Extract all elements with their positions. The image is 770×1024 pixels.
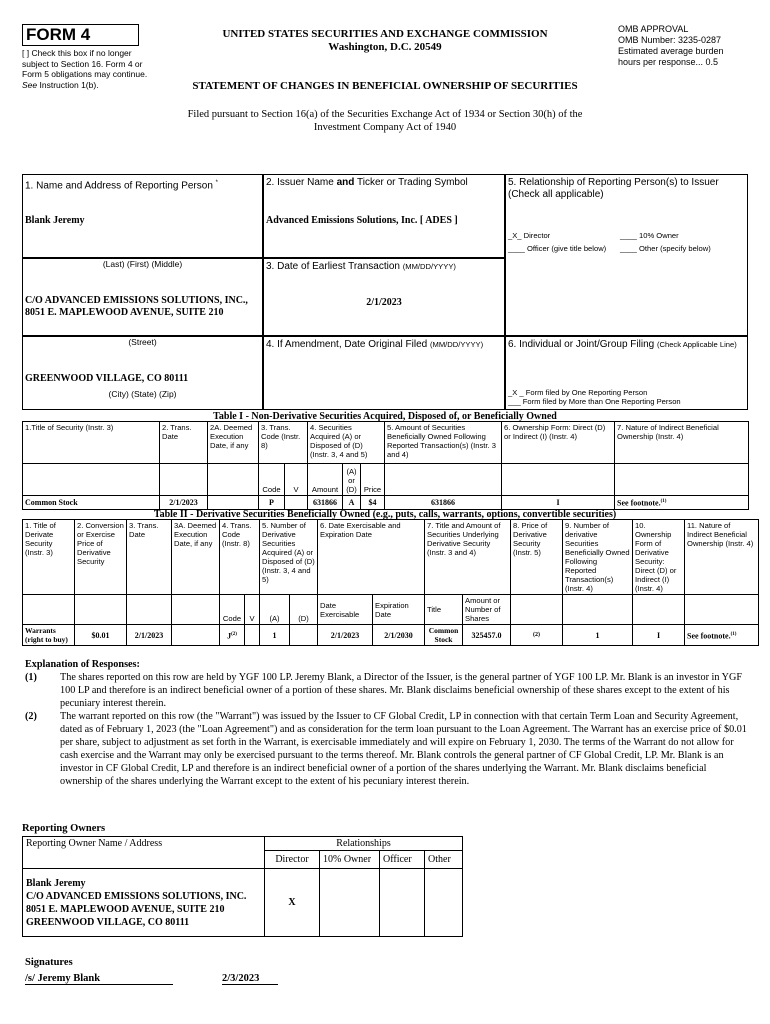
one-person-option[interactable]: _X _ Form filed by One Reporting Person bbox=[508, 388, 648, 397]
section3-label: 3. Date of Earliest Transaction bbox=[266, 261, 400, 272]
t1-title: Common Stock bbox=[23, 496, 160, 510]
relationship-box bbox=[505, 174, 748, 336]
t1-nature bbox=[615, 496, 749, 510]
t2-u-amount: 325457.0 bbox=[463, 625, 511, 646]
explanation-title: Explanation of Responses: bbox=[25, 659, 140, 670]
t2-header-date: 3. Trans. Date bbox=[127, 520, 172, 595]
omb-line: hours per response... 0.5 bbox=[618, 57, 719, 67]
explanation-item bbox=[25, 710, 747, 788]
t2-header-conversion: 2. Conversion or Exercise Price of Derivative Security bbox=[75, 520, 127, 595]
table2-title: Table II - Derivative Securities Beneficially Owned (e.g., puts, calls, warrants, options, convertible securities) bbox=[153, 509, 617, 520]
col-owner-name: Reporting Owner Name / Address bbox=[23, 837, 265, 851]
footnote-marker: * bbox=[215, 180, 219, 186]
col-other: Other bbox=[425, 851, 463, 869]
signatures-title: Signatures bbox=[25, 957, 73, 968]
owner-line: 8051 E. MAPLEWOOD AVENUE, SUITE 210 bbox=[26, 903, 225, 915]
director-mark: X bbox=[265, 869, 320, 937]
name-caption: (Last) (First) (Middle) bbox=[102, 259, 183, 269]
section2-and: and bbox=[336, 177, 355, 188]
section4-format: (MM/DD/YYYY) bbox=[429, 340, 484, 349]
explanation-text: The shares reported on this row are held by YGF 100 LP. Jeremy Blank, a Director of the Issuer, is the general partner of YGF 100 LP. Mr. Blank is an investor in YGF 100 LP and therefore is an indirect beneficial owner of a portion of these shares. Mr. Blank disclaims beneficial ownership of these shares except to the extent of his pecuniary interest therein. bbox=[60, 672, 743, 709]
section2-label-b: Ticker or Trading Symbol bbox=[356, 177, 468, 188]
reporting-person-address: C/O ADVANCED EMISSIONS SOLUTIONS, INC., 8051 E. MAPLEWOOD AVENUE, SUITE 210 bbox=[25, 295, 248, 318]
table1 bbox=[22, 421, 749, 510]
t1-aord: A bbox=[343, 496, 361, 510]
omb-line: OMB APPROVAL bbox=[618, 24, 689, 34]
section1-label: 1. Name and Address of Reporting Person bbox=[25, 180, 213, 192]
explanation-num: (2) bbox=[25, 711, 37, 722]
signature-name: /s/ Jeremy Blank bbox=[25, 973, 173, 985]
t2-v bbox=[245, 625, 260, 646]
table-row bbox=[23, 496, 749, 510]
reporting-person-name: Blank Jeremy bbox=[25, 215, 85, 226]
t2-header-number: 5. Number of Derivative Securities Acquired (A) or Disposed of (D) (Instr. 3, 4 and 5) bbox=[260, 520, 318, 595]
statement-title: STATEMENT OF CHANGES IN BENEFICIAL OWNERSHIP OF SECURITIES bbox=[192, 80, 578, 92]
omb-line: OMB Number: 3235-0287 bbox=[618, 35, 722, 45]
t2-owned: 1 bbox=[563, 625, 633, 646]
t2-title: Warrants (right to buy) bbox=[23, 625, 75, 646]
t1-header-nature: 7. Nature of Indirect Beneficial Ownership (Instr. 4) bbox=[615, 422, 749, 464]
filed-line: Investment Company Act of 1940 bbox=[313, 122, 457, 133]
omb-line: Estimated average burden bbox=[618, 46, 724, 56]
form-title: FORM 4 bbox=[22, 24, 139, 46]
ten-percent-checkbox[interactable]: ____ 10% Owner bbox=[620, 231, 679, 240]
t2-sub-amount: Amount or Number of Shares bbox=[463, 595, 511, 625]
signature-date: 2/3/2023 bbox=[222, 973, 278, 985]
t1-sub-code: Code bbox=[259, 464, 285, 496]
footnote-marker: (1) bbox=[730, 631, 737, 637]
t2-code-text: J bbox=[227, 631, 232, 641]
owner-line: C/O ADVANCED EMISSIONS SOLUTIONS, INC. bbox=[26, 890, 247, 902]
city-caption: (City) (State) (Zip) bbox=[108, 389, 177, 399]
reporting-owners-title: Reporting Owners bbox=[22, 823, 106, 834]
filed-line: Filed pursuant to Section 16(a) of the Securities Exchange Act of 1934 or Section 30(h) of the bbox=[187, 109, 583, 120]
t2-deemed bbox=[172, 625, 220, 646]
t2-deriv-price: (2) bbox=[511, 625, 563, 646]
t2-date: 2/1/2023 bbox=[127, 625, 172, 646]
t1-form: I bbox=[502, 496, 615, 510]
t1-owned: 631866 bbox=[385, 496, 502, 510]
agency-address: Washington, D.C. 20549 bbox=[328, 41, 442, 53]
explanation-text: The warrant reported on this row (the "Warrant") was issued by the Issuer to CF Global Credit, LP in connection with that certain Term Loan and Security Agreement, dated as of February 1, 2023 (the "Loan Agreement") and as consideration for the term loan pursuant to the Loan Agreement. The Warrant has an exercise price of $0.01 per share, subject to adjustment as set forth in the Warrant, is exercisable immediately and will expire on February 1, 2030. The terms of the Warrant do not allow for cash exercise and the Warrant may only be exercised pursuant to the terms thereof. Mr. Blank controls the general partner of CF Global Credit, LP. Mr. Blank is an investor in CF Global Credit, LP and therefore is an indirect beneficial owner of a portion of the shares underlying the Warrant. Mr. Blank disclaims beneficial ownership of the shares underlying the Warrant except to the extent of his pecuniary interest therein. bbox=[60, 711, 747, 787]
table2 bbox=[22, 519, 759, 646]
t2-sub-d: (D) bbox=[290, 595, 318, 625]
t2-sub-code: Code bbox=[220, 595, 245, 625]
amendment-box bbox=[263, 336, 505, 410]
t2-header-price: 8. Price of Derivative Security (Instr. 5) bbox=[511, 520, 563, 595]
t1-price: $4 bbox=[361, 496, 385, 510]
owner-line: GREENWOOD VILLAGE, CO 80111 bbox=[26, 916, 190, 928]
owner-address bbox=[23, 869, 265, 937]
earliest-transaction-box bbox=[263, 258, 505, 336]
t1-deemed bbox=[208, 496, 259, 510]
explanation-num: (1) bbox=[25, 672, 37, 683]
section6-sub: (Check Applicable Line) bbox=[656, 340, 737, 349]
no-longer-subject-checkbox[interactable] bbox=[22, 48, 150, 90]
t2-sub-expiration: Expiration Date bbox=[373, 595, 425, 625]
filing-box bbox=[505, 336, 748, 410]
explanation-item bbox=[25, 671, 747, 710]
section6-label: 6. Individual or Joint/Group Filing bbox=[508, 339, 655, 350]
director-checkbox[interactable]: _X_ Director bbox=[508, 231, 551, 240]
explanation-list bbox=[25, 671, 747, 788]
t2-header-exercisable: 6. Date Exercisable and Expiration Date bbox=[318, 520, 425, 595]
t2-header-nature: 11. Nature of Indirect Beneficial Ownership (Instr. 4) bbox=[685, 520, 759, 595]
col-relationships: Relationships bbox=[265, 837, 463, 851]
t1-sub-price: Price bbox=[361, 464, 385, 496]
section2-label: 2. Issuer Name bbox=[266, 177, 334, 188]
t1-header-deemed: 2A. Deemed Execution Date, if any bbox=[208, 422, 259, 464]
t2-sub-exercisable: Date Exercisable bbox=[318, 595, 373, 625]
section5-sub: (Check all applicable) bbox=[508, 189, 604, 200]
section3-format: (MM/DD/YYYY) bbox=[402, 262, 456, 271]
city-box bbox=[22, 336, 263, 410]
omb-approval bbox=[618, 24, 758, 68]
t1-code: P bbox=[259, 496, 285, 510]
t2-header-form: 10. Ownership Form of Derivative Security: Direct (D) or Indirect (I) (Instr. 4) bbox=[633, 520, 685, 595]
checkbox-see: See bbox=[22, 79, 38, 90]
t1-header-owned: 5. Amount of Securities Beneficially Owned Following Reported Transaction(s) (Instr. 3 and 4) bbox=[385, 422, 502, 464]
footnote-marker: (2) bbox=[231, 631, 237, 637]
t1-header-code: 3. Trans. Code (Instr. 8) bbox=[259, 422, 308, 464]
t2-d bbox=[290, 625, 318, 646]
reporting-person-box bbox=[22, 174, 263, 258]
t1-header-title: 1.Title of Security (Instr. 3) bbox=[23, 422, 160, 464]
t1-header-form: 6. Ownership Form: Direct (D) or Indirect (I) (Instr. 4) bbox=[502, 422, 615, 464]
t2-nature-text: See footnote. bbox=[687, 631, 731, 641]
t2-sub-v: V bbox=[245, 595, 260, 625]
t1-sub-amount: Amount bbox=[308, 464, 343, 496]
reporting-owners-table bbox=[22, 836, 463, 937]
agency-name: UNITED STATES SECURITIES AND EXCHANGE COMMISSION bbox=[222, 28, 548, 40]
footnote-marker: (1) bbox=[660, 499, 667, 504]
t2-header-underlying: 7. Title and Amount of Securities Underlying Derivative Security (Instr. 3 and 4) bbox=[425, 520, 511, 595]
issuer-name: Advanced Emissions Solutions, Inc. [ ADES ] bbox=[266, 215, 458, 226]
t2-u-title: Common Stock bbox=[425, 625, 463, 646]
t1-header-acquired: 4. Securities Acquired (A) or Disposed of (D) (Instr. 3, 4 and 5) bbox=[308, 422, 385, 464]
t2-header-title: 1. Title of Derivate Security (Instr. 3) bbox=[23, 520, 75, 595]
t2-exercisable: 2/1/2023 bbox=[318, 625, 373, 646]
t1-amount: 631866 bbox=[308, 496, 343, 510]
earliest-transaction-date: 2/1/2023 bbox=[366, 297, 402, 308]
t1-sub-v: V bbox=[285, 464, 308, 496]
t2-price: $0.01 bbox=[75, 625, 127, 646]
t2-sub-a: (A) bbox=[260, 595, 290, 625]
t2-form: I bbox=[633, 625, 685, 646]
col-director: Director bbox=[265, 851, 320, 869]
t2-sub-title: Title bbox=[425, 595, 463, 625]
t1-v bbox=[285, 496, 308, 510]
table1-title: Table I - Non-Derivative Securities Acquired, Disposed of, or Beneficially Owned bbox=[213, 411, 557, 422]
reporting-person-city: GREENWOOD VILLAGE, CO 80111 bbox=[25, 373, 189, 384]
address-box bbox=[22, 258, 263, 336]
filed-pursuant bbox=[140, 108, 630, 134]
section5-label: 5. Relationship of Reporting Person(s) to Issuer bbox=[508, 177, 719, 188]
issuer-box bbox=[263, 174, 505, 258]
t2-code bbox=[220, 625, 245, 646]
t2-nature bbox=[685, 625, 759, 646]
owner-line: Blank Jeremy bbox=[26, 877, 86, 889]
col-officer: Officer bbox=[380, 851, 425, 869]
checkbox-text: [ ] Check this box if no longer subject to Section 16. Form 4 or Form 5 obligations may continue. bbox=[22, 48, 148, 79]
t2-header-owned: 9. Number of derivative Securities Beneficially Owned Following Reported Transaction(s) (Instr. 4) bbox=[563, 520, 633, 595]
t2-header-deemed: 3A. Deemed Execution Date, if any bbox=[172, 520, 220, 595]
t1-sub-aord: (A) or (D) bbox=[343, 464, 361, 496]
t1-header-date: 2. Trans. Date bbox=[160, 422, 208, 464]
t2-expiration: 2/1/2030 bbox=[373, 625, 425, 646]
t2-header-code: 4. Trans. Code (Instr. 8) bbox=[220, 520, 260, 595]
col-10pct: 10% Owner bbox=[320, 851, 380, 869]
street-caption: (Street) bbox=[128, 337, 157, 347]
other-checkbox[interactable]: ____ Other (specify below) bbox=[620, 244, 711, 253]
checkbox-instruction: Instruction 1(b). bbox=[39, 79, 99, 90]
multi-person-option[interactable]: ___ Form filed by More than One Reporting Person bbox=[508, 397, 681, 406]
table-row bbox=[23, 625, 759, 646]
officer-checkbox[interactable]: ____ Officer (give title below) bbox=[508, 244, 607, 253]
t1-date: 2/1/2023 bbox=[160, 496, 208, 510]
t1-nature-text: See footnote. bbox=[617, 498, 661, 508]
t2-a: 1 bbox=[260, 625, 290, 646]
section4-label: 4. If Amendment, Date Original Filed bbox=[266, 339, 428, 350]
table-row bbox=[23, 869, 463, 937]
